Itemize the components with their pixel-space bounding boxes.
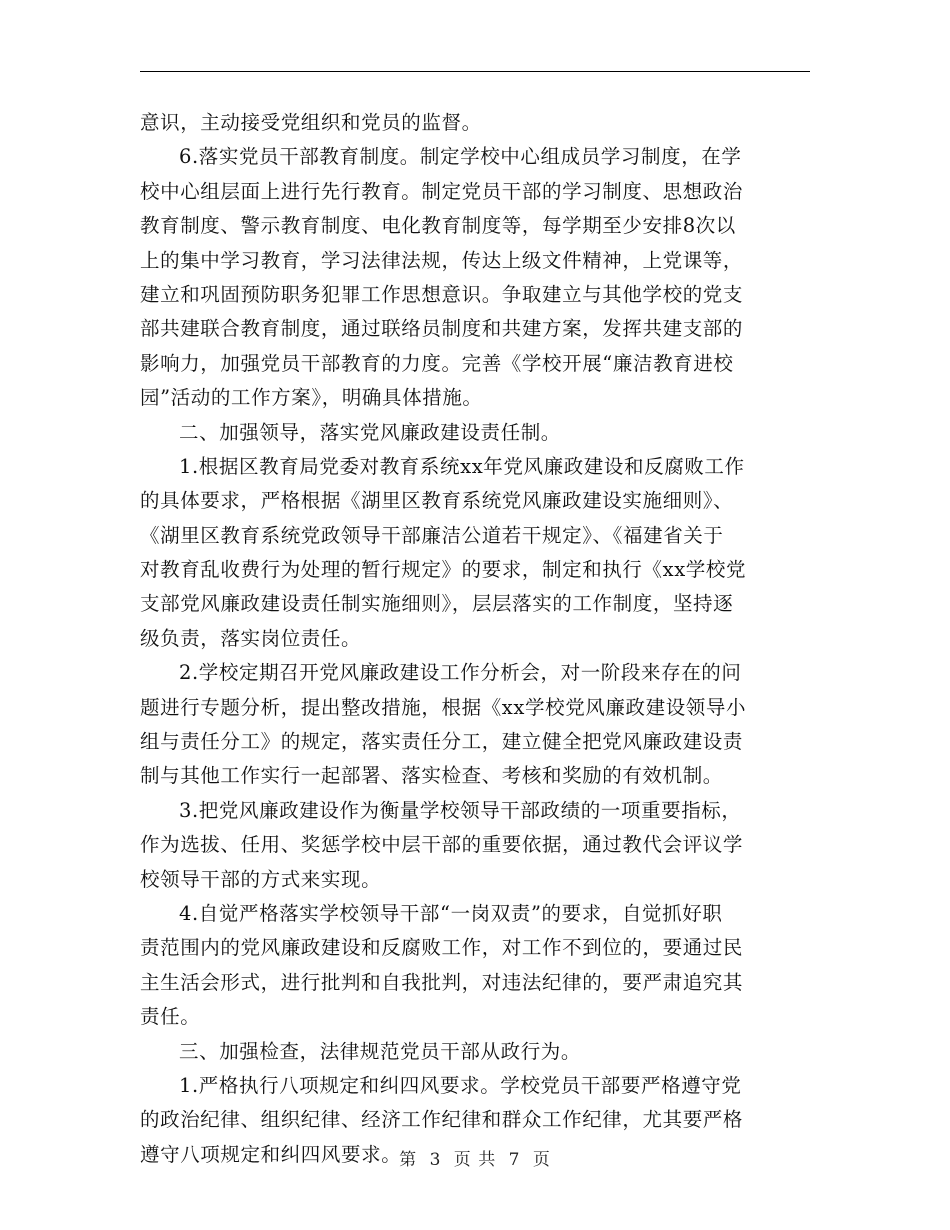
text-line: 部共建联合教育制度，通过联络员制度和共建方案，发挥共建支部的 (140, 317, 744, 341)
text-line: 级负责，落实岗位责任。 (140, 626, 362, 650)
text-line: 2.学校定期召开党风廉政建设工作分析会，对一阶段来存在的问 (179, 661, 742, 685)
text-line: 遵守八项规定和纠四风要求。 (140, 1142, 402, 1166)
text-line: 对教育乱收费行为处理的暂行规定》的要求，制定和执行《xx学校党 (140, 558, 747, 582)
footer-suffix: 页 (532, 1150, 551, 1170)
text-line: 《湖里区教育系统党政领导干部廉洁公道若干规定》、《福建省关于 (140, 523, 724, 547)
text-line: 二、加强领导，落实党风廉政建设责任制。 (179, 420, 561, 444)
footer-prefix: 第 (399, 1150, 418, 1170)
footer-middle: 页 共 (453, 1150, 497, 1170)
text-line: 上的集中学习教育，学习法律法规，传达上级文件精神，上党课等， (140, 248, 744, 272)
text-line: 影响力，加强党员干部教育的力度。完善《学校开展“廉洁教育进校 (140, 351, 734, 375)
text-line: 意识，主动接受党组织和党员的监督。 (140, 111, 482, 134)
text-line: 作为选拔、任用、奖惩学校中层干部的重要依据，通过教代会评议学 (140, 833, 744, 857)
text-line: 3.把党风廉政建设作为衡量学校领导干部政绩的一项重要指标， (179, 798, 742, 822)
text-line: 1.根据区教育局党委对教育系统xx年党风廉政建设和反腐败工作 (179, 454, 745, 478)
text-line: 教育制度、警示教育制度、电化教育制度等，每学期至少安排8次以 (140, 214, 736, 238)
text-line: 组与责任分工》的规定，落实责任分工，建立健全把党风廉政建设责 (140, 730, 744, 754)
text-line: 校领导干部的方式来实现。 (140, 867, 382, 891)
text-line: 主生活会形式，进行批判和自我批判，对违法纪律的，要严肃追究其 (140, 970, 744, 994)
text-line: 制与其他工作实行一起部署、落实检查、考核和奖励的有效机制。 (140, 764, 723, 788)
text-line: 题进行专题分析，提出整改措施，根据《xx学校党风廉政建设领导小 (140, 695, 747, 719)
footer-total-pages: 7 (508, 1150, 521, 1170)
document-body (140, 106, 810, 1172)
text-line: 园”活动的工作方案》，明确具体措施。 (140, 386, 483, 410)
text-line: 的具体要求，严格根据《湖里区教育系统党风廉政建设实施细则》、 (140, 489, 734, 513)
header-rule (140, 71, 810, 72)
text-line: 4.自觉严格落实学校领导干部“一岗双责”的要求，自觉抓好职 (179, 901, 723, 925)
text-line: 的政治纪律、组织纪律、经济工作纪律和群众工作纪律，尤其要严格 (140, 1108, 744, 1132)
text-line: 责范围内的党风廉政建设和反腐败工作，对工作不到位的，要通过民 (140, 936, 744, 960)
text-line: 三、加强检查，法律规范党员干部从政行为。 (179, 1039, 582, 1063)
text-line: 责任。 (140, 1005, 201, 1029)
text-line: 1.严格执行八项规定和纠四风要求。学校党员干部要严格遵守党 (179, 1073, 742, 1097)
text-line: 支部党风廉政建设责任制实施细则》，层层落实的工作制度，坚持逐 (140, 592, 734, 616)
text-line: 建立和巩固预防职务犯罪工作思想意识。争取建立与其他学校的党支 (140, 282, 744, 306)
text-line: 校中心组层面上进行先行教育。制定党员干部的学习制度、思想政治 (140, 179, 744, 203)
text-line: 6.落实党员干部教育制度。制定学校中心组成员学习制度，在学 (179, 145, 742, 169)
footer-current-page: 3 (429, 1150, 442, 1170)
page-footer (0, 1145, 950, 1170)
